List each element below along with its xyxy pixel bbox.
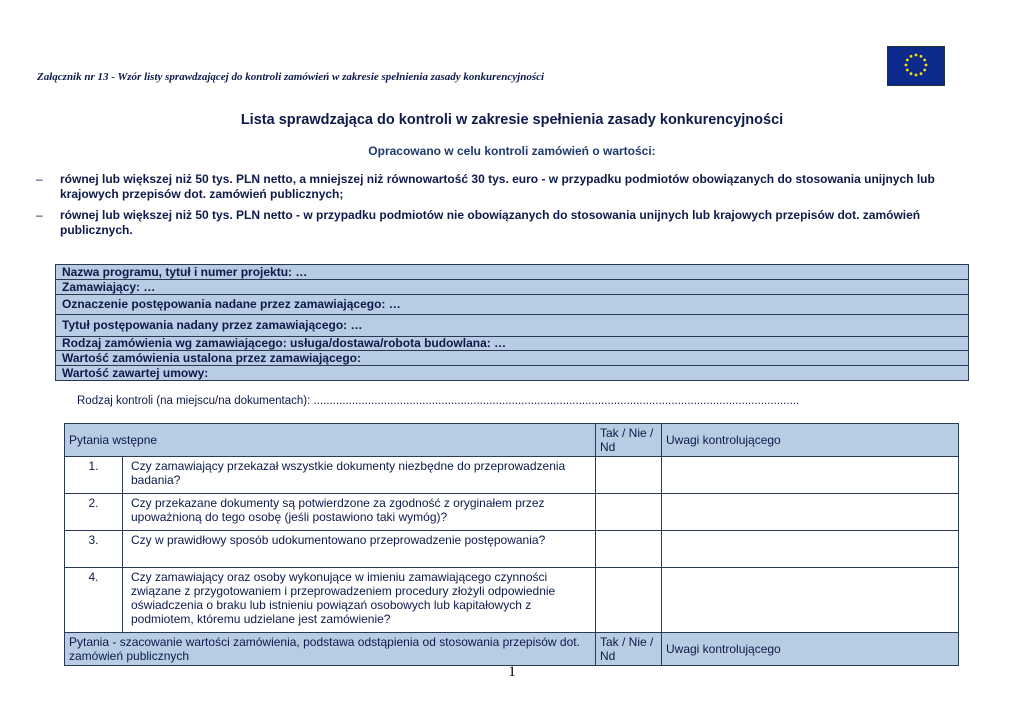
column-header-tak-nie: Tak / Nie / Nd [596,633,662,666]
question-number: 2. [65,494,123,531]
eu-flag-icon [887,46,945,86]
column-header-uwagi: Uwagi kontrolującego [662,633,959,666]
answer-cell[interactable] [596,568,662,633]
bullet-item [36,208,960,238]
question-text: Czy zamawiający przekazał wszystkie dokumenty niezbędne do przeprowadzenia badania? [123,457,596,494]
bullet-item [36,172,960,202]
table-row [65,531,959,568]
bullet-dash: – [36,172,43,186]
remarks-cell[interactable] [662,494,959,531]
project-info-row: Nazwa programu, tytuł i numer projektu: … [56,265,969,280]
eu-stars-icon [888,47,944,85]
remarks-cell[interactable] [662,531,959,568]
section-header-initial: Pytania wstępne [65,424,596,457]
project-info-row: Tytuł postępowania nadany przez zamawiającego: … [56,315,969,337]
question-number: 4. [65,568,123,633]
bullet-dash: – [36,208,43,222]
project-info-row: Oznaczenie postępowania nadane przez zamawiającego: … [56,295,969,315]
project-info-row: Wartość zamówienia ustalona przez zamawiającego: [56,351,969,366]
bullet-text: równej lub większej niż 50 tys. PLN netto, a mniejszej niż równowartość 30 tys. euro - w przypadku podmiotów obowiązanych do stosowania unijnych lub krajowych przepisów dot. zamówień publicznych; [60,172,935,201]
question-number: 3. [65,531,123,568]
project-info-row: Rodzaj zamówienia wg zamawiającego: usługa/dostawa/robota budowlana: … [56,337,969,351]
table-row [65,568,959,633]
column-header-tak-nie: Tak / Nie / Nd [596,424,662,457]
answer-cell[interactable] [596,457,662,494]
remarks-cell[interactable] [662,568,959,633]
project-info-table [55,264,969,381]
bullet-text: równej lub większej niż 50 tys. PLN netto - w przypadku podmiotów nie obowiązanych do stosowania unijnych lub krajowych przepisów dot. zamówień publicznych. [60,208,921,237]
question-text: Czy zamawiający oraz osoby wykonujące w imieniu zamawiającego czynności związane z przygotowaniem i przeprowadzeniem procedury złożyli odpowiednie oświadczenia o braku lub istnieniu powiązań osobowych lub kapitałowych z podmiotem, któremu udzielane jest zamówienie? [123,568,596,633]
page-number: 1 [508,664,516,680]
question-text: Czy w prawidłowy sposób udokumentowano przeprowadzenie postępowania? [123,531,596,568]
attachment-note: Załącznik nr 13 - Wzór listy sprawdzającej do kontroli zamówień w zakresie spełnienia zasady konkurencyjności [37,71,545,83]
answer-cell[interactable] [596,531,662,568]
table-row [65,494,959,531]
section-header-valuation: Pytania - szacowanie wartości zamówienia, podstawa odstąpienia od stosowania przepisów dot. zamówień publicznych [65,633,596,666]
project-info-row: Wartość zawartej umowy: [56,366,969,381]
questions-table [64,423,959,666]
column-header-uwagi: Uwagi kontrolującego [662,424,959,457]
question-number: 1. [65,457,123,494]
control-type-line: Rodzaj kontroli (na miejscu/na dokumentach): ........................................................................................................................................................ [77,395,800,407]
remarks-cell[interactable] [662,457,959,494]
question-text: Czy przekazane dokumenty są potwierdzone za zgodność z oryginałem przez upoważnioną do tego osobę (jeśli postawiono taki wymóg)? [123,494,596,531]
page-subtitle: Opracowano w celu kontroli zamówień o wartości: [368,144,656,158]
table-row [65,457,959,494]
page-title: Lista sprawdzająca do kontroli w zakresie spełnienia zasady konkurencyjności [240,112,784,128]
answer-cell[interactable] [596,494,662,531]
project-info-row: Zamawiający: … [56,280,969,295]
